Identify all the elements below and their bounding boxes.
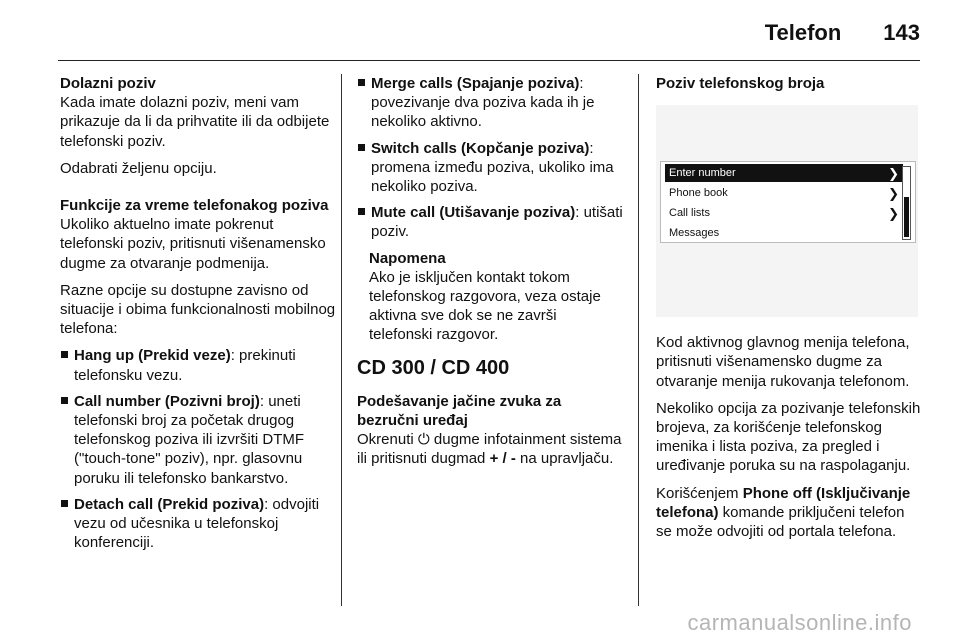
paragraph: Okrenuti ⏻ dugme infotainment sistema ili pritisnuti dugmad + / - na upravljaču. xyxy=(357,431,622,468)
list-item: Call number (Pozivni broj): uneti telefonski broj za početak drugog telefonskog poziva ili izvršiti DTMF ("touch-tone" poziv), npr. glasovnu poruku ili telefonsko bankarstvo. xyxy=(60,392,336,488)
column-middle xyxy=(357,74,623,477)
note-box xyxy=(357,249,623,345)
column-left xyxy=(60,74,336,559)
scrollbar-thumb[interactable] xyxy=(904,197,909,237)
bullet-icon xyxy=(358,208,365,215)
bullet-icon xyxy=(61,397,68,404)
note-text: Ako je isključen kontakt tokom telefonskog razgovora, veza ostaje aktivna sve dok se ne završi telefonski razgovor. xyxy=(369,268,601,344)
list-item: Switch calls (Kopčanje poziva): promena između poziva, ukoliko ima nekoliko poziva. xyxy=(357,139,623,197)
menu-item-messages[interactable]: Messages xyxy=(669,226,720,239)
paragraph: Nekoliko opcija za pozivanje telefonskih brojeva, za korišćenje telefonskog imenika i lista poziva, za pregled i uređivanje poruka su na raspolaganju. xyxy=(656,399,921,475)
column-divider xyxy=(638,74,639,606)
header-rule xyxy=(58,60,920,61)
section-title: CD 300 / CD 400 xyxy=(357,356,510,379)
paragraph: Ukoliko aktuelno imate pokrenut telefonski poziv, pritisnuti višenamensko dugme za otvaranje podmenija. xyxy=(60,216,326,272)
chevron-right-icon: ❯ xyxy=(888,205,899,221)
menu-item-call-lists[interactable]: Call lists ❯ xyxy=(665,204,903,222)
chevron-right-icon: ❯ xyxy=(888,185,899,201)
bullet-icon xyxy=(61,351,68,358)
section-heading: Poziv telefonskog broja xyxy=(656,75,825,92)
page-header xyxy=(765,18,920,48)
paragraph: Kod aktivnog glavnog menija telefona, pritisnuti višenamensko dugme za otvaranje menija rukovanja telefonom. xyxy=(656,334,910,390)
column-right xyxy=(656,74,924,549)
bullet-icon xyxy=(358,79,365,86)
list-item: Merge calls (Spajanje poziva): povezivanje dva poziva kada ih je nekoliko aktivno. xyxy=(357,74,623,132)
note-title: Napomena xyxy=(369,249,446,267)
section-heading: Dolazni poziv xyxy=(60,75,156,92)
phone-menu-screenshot xyxy=(656,105,918,317)
section-heading: Podešavanje jačine zvuka za bezručni uređaj xyxy=(357,392,562,430)
paragraph: Razne opcije su dostupne zavisno od situacije i obima funkcionalnosti mobilnog telefona: xyxy=(60,281,336,338)
list-item: Hang up (Prekid veze): prekinuti telefonsku vezu. xyxy=(60,346,336,384)
watermark: carmanualsonline.info xyxy=(687,610,912,635)
page-number: 143 xyxy=(883,20,920,45)
chevron-right-icon: ❯ xyxy=(888,165,899,181)
chapter-title: Telefon xyxy=(764,20,842,45)
column-divider xyxy=(341,74,342,606)
menu-item-phone-book[interactable]: Phone book ❯ xyxy=(665,184,903,202)
bullet-icon xyxy=(358,144,365,151)
list-item: Detach call (Prekid poziva): odvojiti vezu od učesnika u telefonskoj konferenciji. xyxy=(60,495,336,553)
paragraph: Korišćenjem Phone off (Isključivanje telefona) komande priključeni telefon se može odvojiti od portala telefona. xyxy=(656,484,911,541)
phone-menu xyxy=(660,161,916,243)
bullet-icon xyxy=(61,500,68,507)
section-heading: Funkcije za vreme telefonakog poziva xyxy=(60,197,329,215)
menu-scrollbar[interactable] xyxy=(902,166,911,240)
paragraph: Odabrati željenu opciju. xyxy=(60,159,217,177)
power-knob-icon: ⏻ xyxy=(417,431,430,449)
paragraph: Kada imate dolazni poziv, meni vam prikazuje da li da prihvatite ili da odbijete telefonski poziv. xyxy=(60,94,330,150)
list-item: Mute call (Utišavanje poziva): utišati poziv. xyxy=(357,203,623,241)
menu-item-enter-number[interactable]: Enter number ❯ xyxy=(665,164,903,182)
